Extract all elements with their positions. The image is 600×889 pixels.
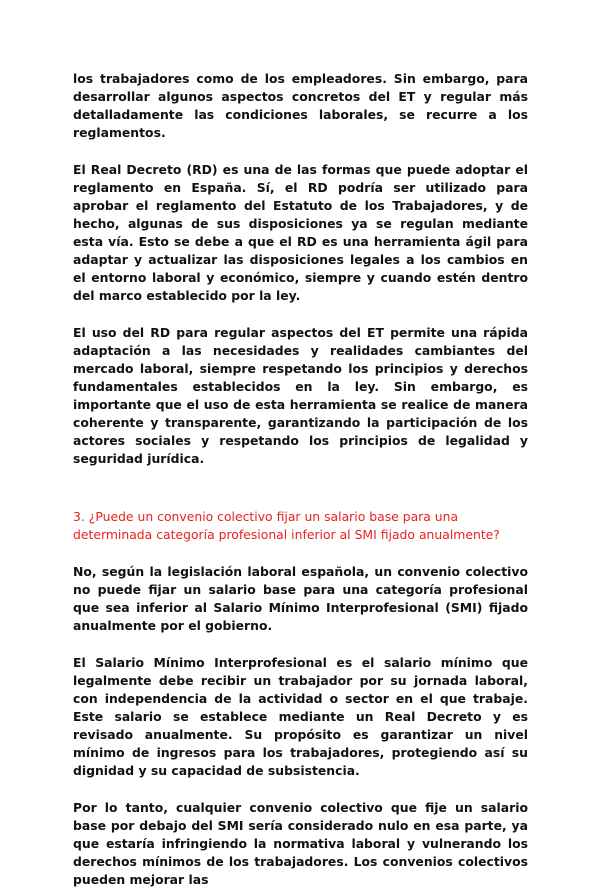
paragraph-conclusion: Por lo tanto, cualquier convenio colectivo que fije un salario base por debajo del SMI sería considerado nulo en esa parte, ya que estaría infringiendo la normativa laboral y vulnerando los derechos mínimos de los trabajadores. Los convenios colectivos pueden mejorar las	[73, 800, 528, 887]
paragraph-reglamentos: los trabajadores como de los empleadores. Sin embargo, para desarrollar algunos aspectos concretos del ET y regular más detalladamente las condiciones laborales, se recurre a los reglamentos.	[73, 71, 528, 140]
paragraph-answer: No, según la legislación laboral española, un convenio colectivo no puede fijar un salario base para una categoría profesional que sea inferior al Salario Mínimo Interprofesional (SMI) fijado anualmente por el gobierno.	[73, 564, 528, 633]
paragraph-real-decreto: El Real Decreto (RD) es una de las formas que puede adoptar el reglamento en España. Sí, el RD podría ser utilizado para aprobar el reglamento del Estatuto de los Trabajadores, y de hecho, algunas de sus disposiciones ya se regulan mediante esta vía. Esto se debe a que el RD es una herramienta ágil para adaptar y actualizar las disposiciones legales a los cambios en el entorno laboral y económico, siempre y cuando estén dentro del marco establecido por la ley.	[73, 162, 528, 303]
document-page	[73, 70, 528, 889]
paragraph-uso-rd: El uso del RD para regular aspectos del ET permite una rápida adaptación a las necesidades y realidades cambiantes del mercado laboral, siempre respetando los principios y derechos fundamentales establecidos en la ley. Sin embargo, es importante que el uso de esta herramienta se realice de manera coherente y transparente, garantizando la participación de los actores sociales y respetando los principios de legalidad y seguridad jurídica.	[73, 325, 528, 466]
question-heading: 3. ¿Puede un convenio colectivo fijar un salario base para una determinada categoría profesional inferior al SMI fijado anualmente?	[73, 509, 500, 542]
paragraph-smi-definition: El Salario Mínimo Interprofesional es el salario mínimo que legalmente debe recibir un trabajador por su jornada laboral, con independencia de la actividad o sector en el que trabaje. Este salario se establece mediante un Real Decreto y es revisado anualmente. Su propósito es garantizar un nivel mínimo de ingresos para los trabajadores, protegiendo así su dignidad y su capacidad de subsistencia.	[73, 655, 528, 778]
